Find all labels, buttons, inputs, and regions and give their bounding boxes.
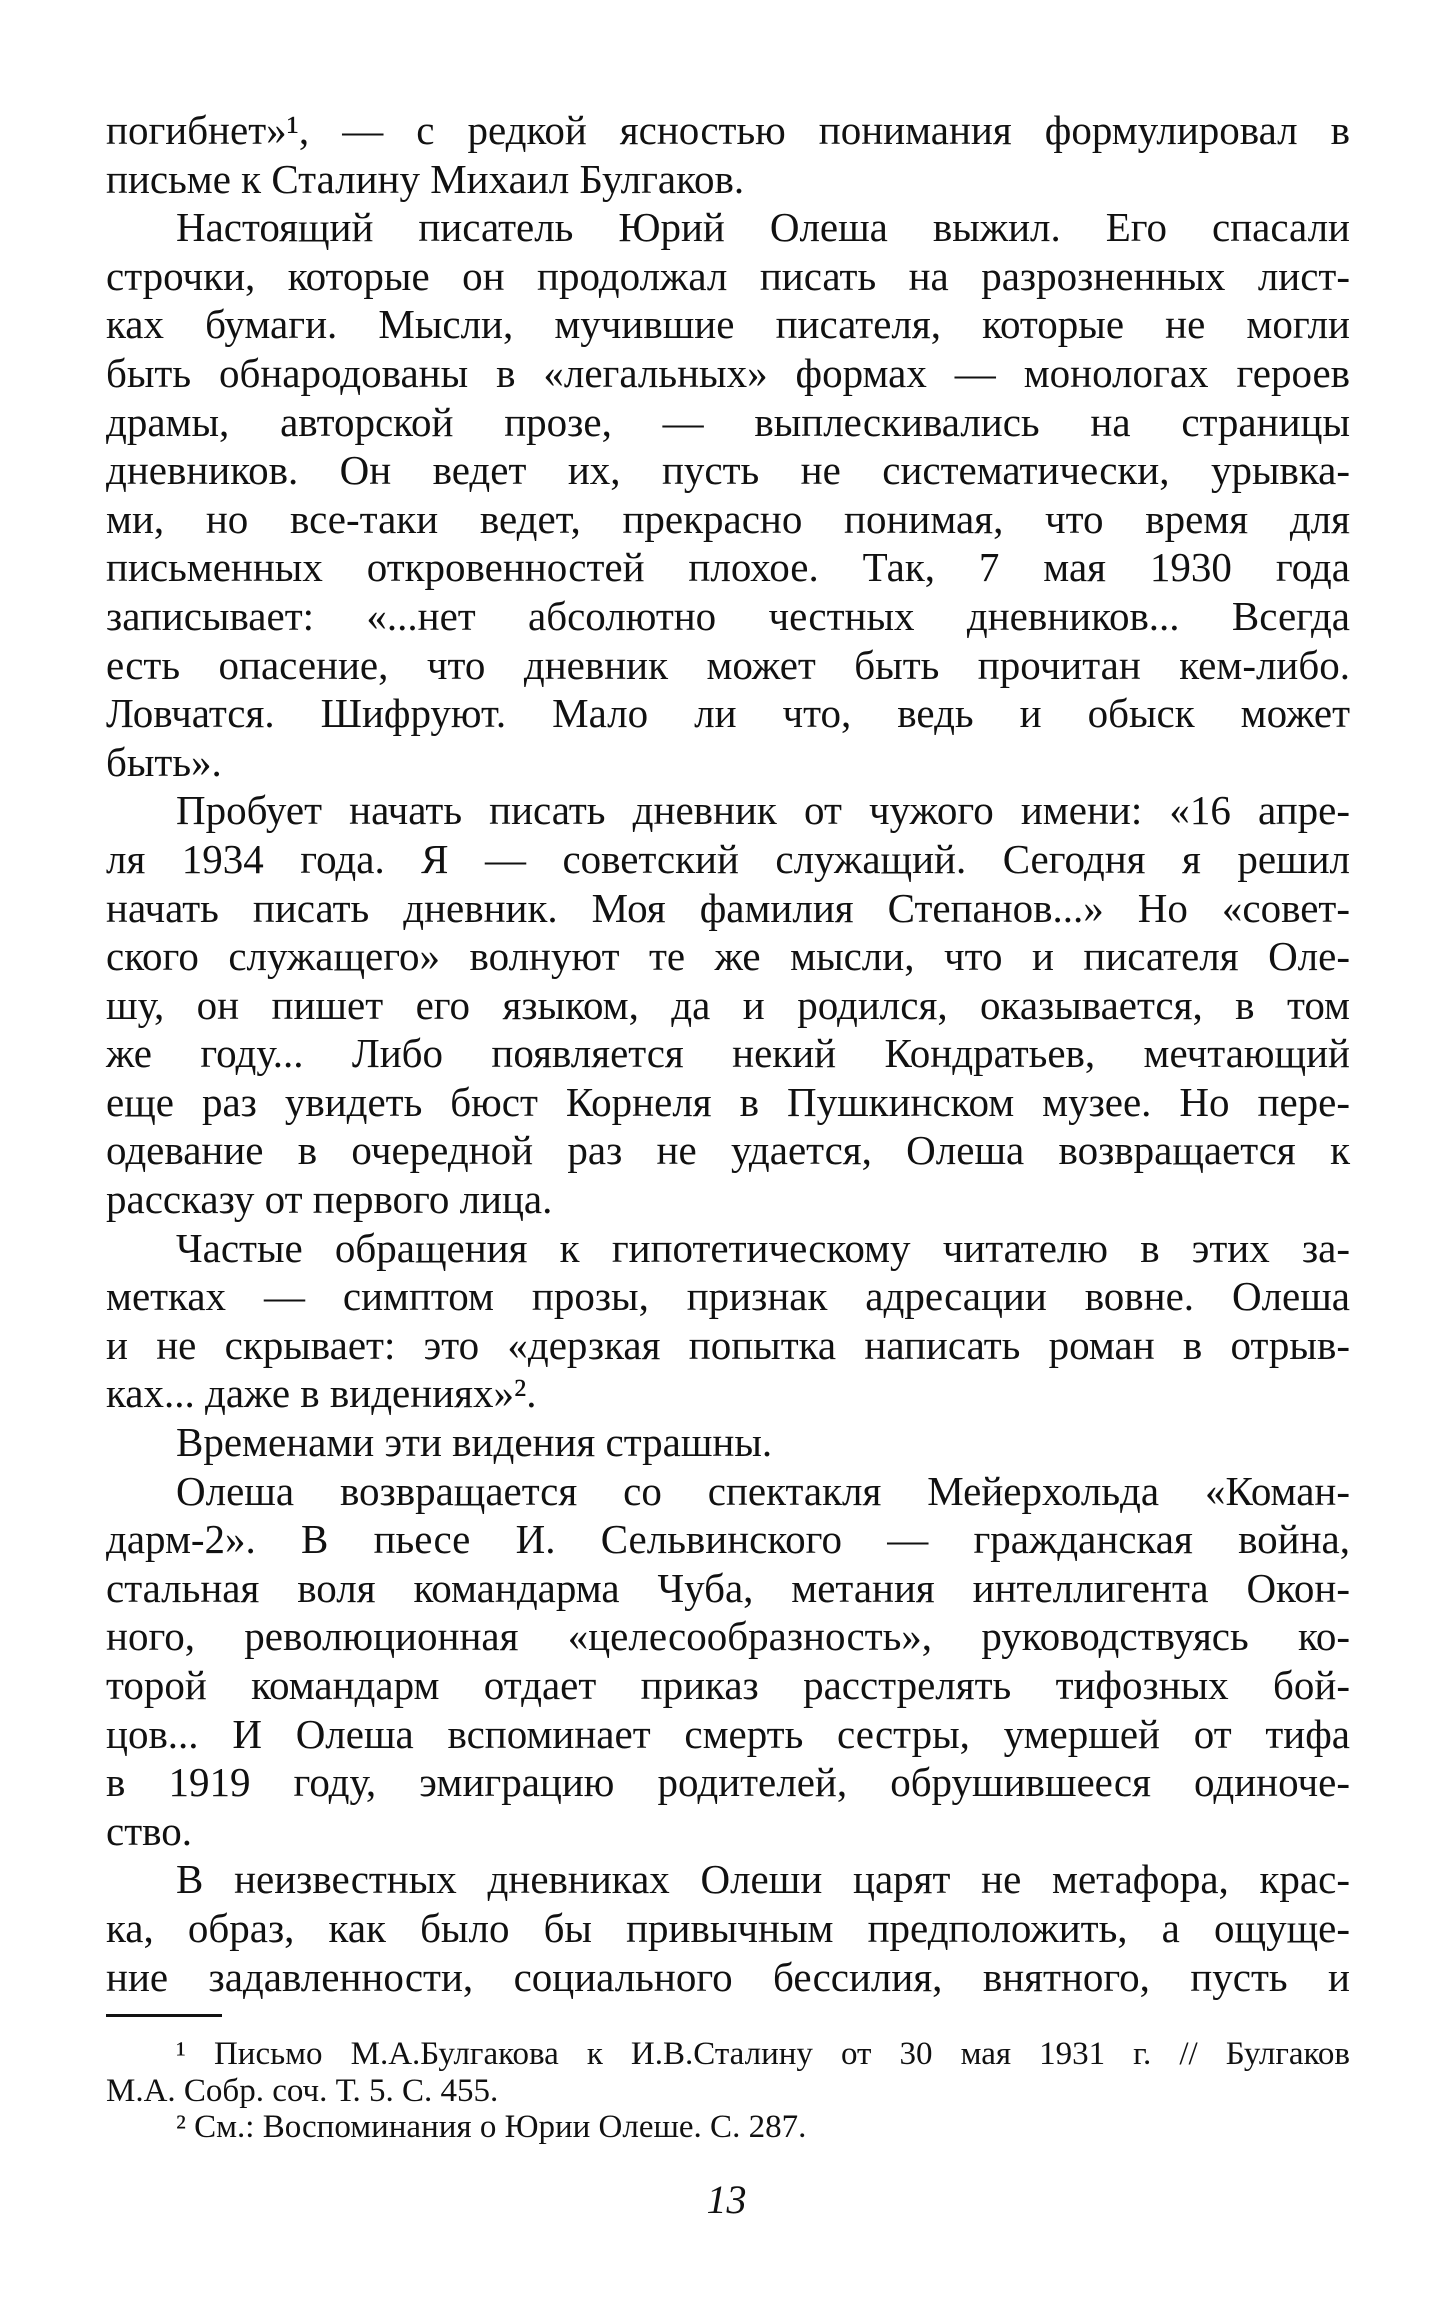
text-line: дневников. Он ведет их, пусть не систематически, урывка- <box>106 447 1350 494</box>
text-line: ка, образ, как было бы привычным предположить, а ощуще- <box>106 1904 1350 1951</box>
text-line: шу, он пишет его языком, да и родился, оказывается, в том <box>106 981 1350 1028</box>
footnote-line: ² См.: Воспоминания о Юрии Олеше. С. 287. <box>176 2109 807 2145</box>
text-line: Ловчатся. Шифруют. Мало ли что, ведь и обыск может <box>106 690 1350 737</box>
text-line: Настоящий писатель Юрий Олеша выжил. Его спасали <box>176 204 1350 251</box>
paragraph <box>106 106 1350 203</box>
body-text <box>106 106 1350 2001</box>
text-line: Временами эти видения страшны. <box>176 1419 773 1466</box>
text-line: цов... И Олеша вспоминает смерть сестры, умершей от тифа <box>106 1710 1350 1757</box>
text-line: ках бумаги. Мысли, мучившие писателя, которые не могли <box>106 301 1350 348</box>
text-line: драмы, авторской прозе, — выплескивались на страницы <box>106 398 1350 445</box>
text-line: ского служащего» волнуют те же мысли, что и писателя Оле- <box>106 933 1350 980</box>
text-line: строчки, которые он продолжал писать на разрозненных лист- <box>106 252 1350 299</box>
paragraph <box>106 1467 1350 1856</box>
text-line: Частые обращения к гипотетическому читателю в этих за- <box>176 1224 1350 1271</box>
footnote-separator <box>106 2014 222 2017</box>
text-line: ного, революционная «целесообразность», руководствуясь ко- <box>106 1613 1350 1660</box>
text-line: же году... Либо появляется некий Кондратьев, мечтающий <box>106 1030 1350 1077</box>
text-line: ках... даже в видениях»². <box>106 1370 537 1417</box>
text-line: ля 1934 года. Я — советский служащий. Сегодня я решил <box>106 835 1350 882</box>
text-line: записывает: «...нет абсолютно честных дневников... Всегда <box>106 592 1350 639</box>
paragraph <box>106 1224 1350 1418</box>
text-line: погибнет»¹, — с редкой ясностью понимания формулировал в <box>106 107 1350 153</box>
text-line: быть». <box>106 738 222 785</box>
paragraph <box>106 1418 1350 1467</box>
page-number: 13 <box>706 2177 747 2222</box>
text-line: дарм-2». В пьесе И. Сельвинского — гражданская война, <box>106 1516 1350 1563</box>
paragraph <box>106 1855 1350 2001</box>
text-line: письменных откровенностей плохое. Так, 7 мая 1930 года <box>106 544 1350 591</box>
text-line: рассказу от первого лица. <box>106 1176 553 1223</box>
footnotes <box>106 2036 1350 2146</box>
text-line: Олеша возвращается со спектакля Мейерхольда «Коман- <box>176 1467 1350 1514</box>
paragraph <box>106 786 1350 1223</box>
text-line: метках — симптом прозы, признак адресации вовне. Олеша <box>106 1273 1350 1320</box>
text-line: в 1919 году, эмиграцию родителей, обрушившееся одиноче- <box>106 1759 1350 1806</box>
text-line: письме к Сталину Михаил Булгаков. <box>106 155 745 202</box>
text-line: ние задавленности, социального бессилия, внятного, пусть и <box>106 1953 1350 2000</box>
footnote-line: ¹ Письмо М.А.Булгакова к И.В.Сталину от 30 мая 1931 г. // Булгаков <box>176 2036 1350 2072</box>
footnote-line: М.А. Собр. соч. Т. 5. С. 455. <box>106 2072 499 2109</box>
text-line: В неизвестных дневниках Олеши царят не метафора, крас- <box>176 1856 1350 1903</box>
text-line: начать писать дневник. Моя фамилия Степанов...» Но «совет- <box>106 884 1350 931</box>
text-line: ство. <box>106 1807 192 1854</box>
paragraph <box>106 203 1350 786</box>
text-line: ми, но все-таки ведет, прекрасно понимая, что время для <box>106 495 1350 542</box>
text-line: быть обнародованы в «легальных» формах — монологах героев <box>106 349 1350 396</box>
text-line: торой командарм отдает приказ расстрелять тифозных бой- <box>106 1662 1350 1708</box>
text-line: еще раз увидеть бюст Корнеля в Пушкинском музее. Но пере- <box>106 1078 1350 1125</box>
text-line: и не скрывает: это «дерзкая попытка написать роман в отрыв- <box>106 1321 1350 1368</box>
text-line: Пробует начать писать дневник от чужого имени: «16 апре- <box>176 787 1350 834</box>
text-line: одевание в очередной раз не удается, Олеша возвращается к <box>106 1127 1350 1174</box>
text-line: стальная воля командарма Чуба, метания интеллигента Окон- <box>106 1564 1350 1611</box>
text-line: есть опасение, что дневник может быть прочитан кем-либо. <box>106 641 1350 688</box>
